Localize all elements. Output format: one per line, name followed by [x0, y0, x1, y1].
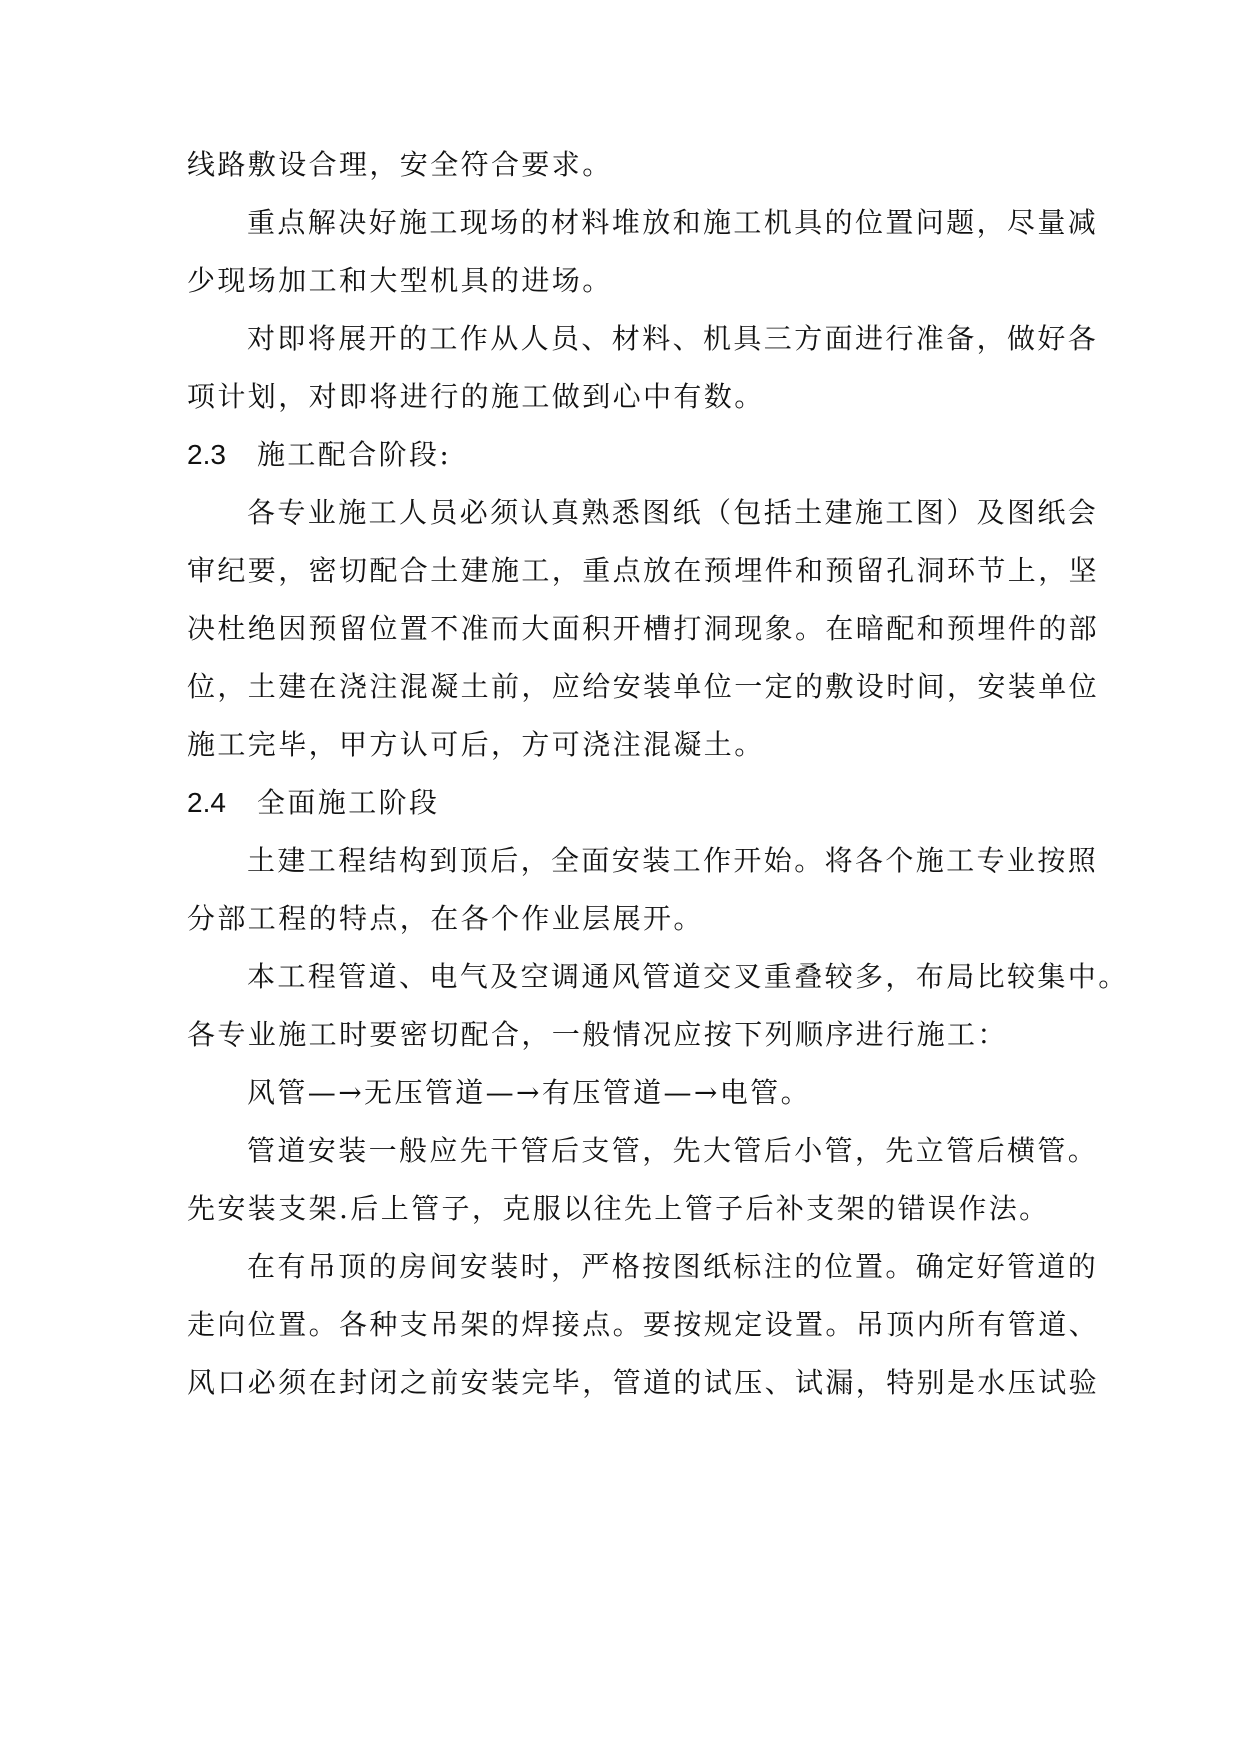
text-line: 风口必须在封闭之前安装完毕，管道的试压、试漏，特别是水压试验 [187, 1366, 1100, 1399]
sequence-line: 风管—→无压管道—→有压管道—→电管。 [247, 1076, 811, 1109]
section-title: 施工配合阶段: [257, 438, 452, 471]
text-line: 先安装支架.后上管子，克服以往先上管子后补支架的错误作法。 [187, 1192, 1050, 1225]
section-title: 全面施工阶段 [257, 786, 440, 819]
text-line: 各专业施工时要密切配合，一般情况应按下列顺序进行施工： [187, 1018, 1008, 1051]
section-heading-2-4 [187, 785, 439, 821]
text-line: 分部工程的特点，在各个作业层展开。 [187, 902, 704, 935]
paragraph-first-line: 土建工程结构到顶后，全面安装工作开始。将各个施工专业按照 [247, 844, 1099, 877]
paragraph-first-line: 重点解决好施工现场的材料堆放和施工机具的位置问题，尽量减 [247, 206, 1099, 239]
section-heading-2-3 [187, 437, 451, 473]
text-line: 项计划，对即将进行的施工做到心中有数。 [187, 380, 765, 413]
text-line: 少现场加工和大型机具的进场。 [187, 264, 613, 297]
text-line: 审纪要，密切配合土建施工，重点放在预埋件和预留孔洞环节上，坚 [187, 554, 1100, 587]
text-line: 位，土建在浇注混凝土前，应给安装单位一定的敷设时间，安装单位 [187, 670, 1100, 703]
text-line: 决杜绝因预留位置不准而大面积开槽打洞现象。在暗配和预埋件的部 [187, 612, 1100, 645]
paragraph-first-line: 各专业施工人员必须认真熟悉图纸（包括土建施工图）及图纸会 [247, 496, 1099, 529]
paragraph-first-line: 对即将展开的工作从人员、材料、机具三方面进行准备，做好各 [247, 322, 1099, 355]
paragraph-first-line: 在有吊顶的房间安装时，严格按图纸标注的位置。确定好管道的 [247, 1250, 1099, 1283]
text-line: 走向位置。各种支吊架的焊接点。要按规定设置。吊顶内所有管道、 [187, 1308, 1100, 1341]
section-number: 2.4 [187, 787, 226, 818]
text-line: 线路敷设合理，安全符合要求。 [187, 148, 613, 181]
paragraph-first-line: 管道安装一般应先干管后支管，先大管后小管，先立管后横管。 [247, 1134, 1099, 1167]
section-number: 2.3 [187, 439, 226, 470]
paragraph-first-line: 本工程管道、电气及空调通风管道交叉重叠较多，布局比较集中。 [247, 960, 1129, 993]
text-line: 施工完毕，甲方认可后，方可浇注混凝土。 [187, 728, 765, 761]
